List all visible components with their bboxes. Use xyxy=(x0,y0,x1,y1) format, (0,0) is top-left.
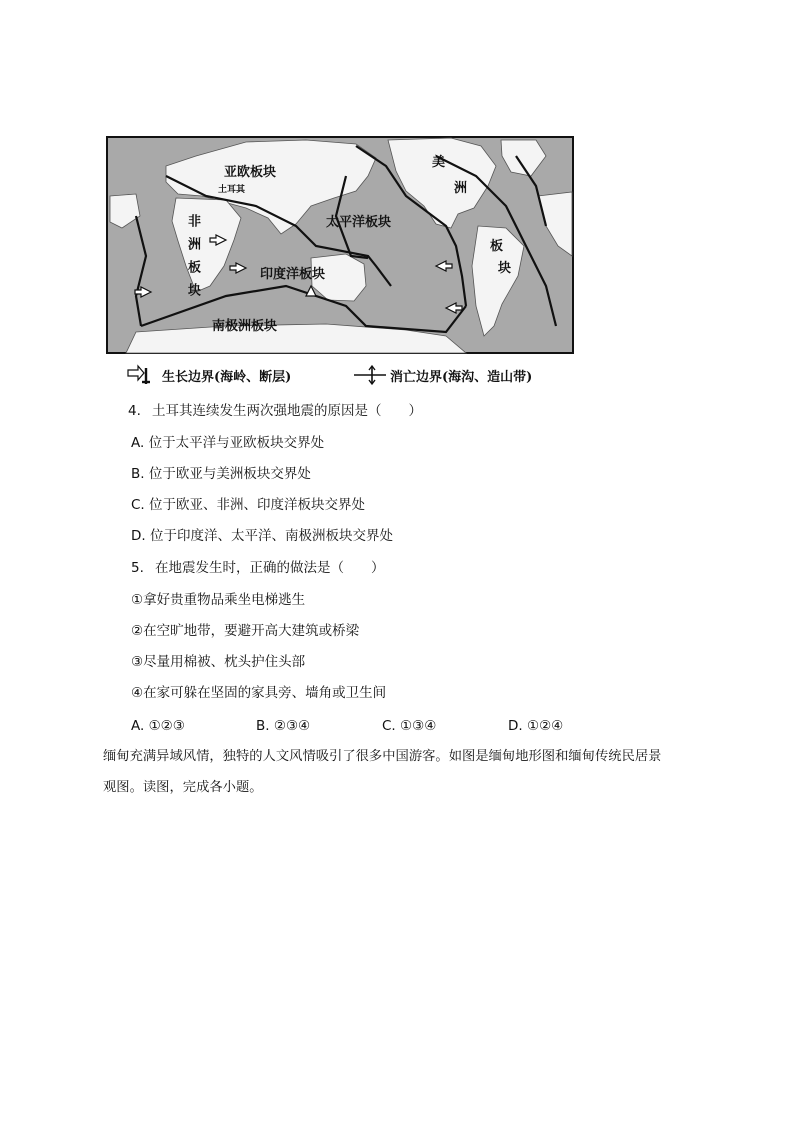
question-4 xyxy=(128,405,422,419)
question-5-number: 5. xyxy=(131,560,144,576)
map-legend xyxy=(124,364,584,386)
q4-option-d: D. 位于印度洋、太平洋、南极洲板块交界处 xyxy=(131,528,393,544)
q4-option-c: C. 位于欧亚、非洲、印度洋板块交界处 xyxy=(131,497,366,513)
q5-statement-2: ②在空旷地带，要避开高大建筑或桥梁 xyxy=(131,623,360,639)
q5-choice-c: C. ①③④ xyxy=(382,718,437,734)
subduction-boundary-icon xyxy=(352,364,390,386)
legend-subduction xyxy=(352,364,532,386)
question-4-number: 4. xyxy=(128,403,141,419)
q5-statement-4: ④在家可躲在坚固的家具旁、墙角或卫生间 xyxy=(131,685,387,701)
passage-line-1: 缅甸充满异域风情，独特的人文风情吸引了很多中国游客。如图是缅甸地形图和缅甸传统民居景 xyxy=(103,749,662,764)
q5-choice-d: D. ①②④ xyxy=(508,718,564,734)
legend-subduction-text: 消亡边界(海沟、造山带) xyxy=(390,369,533,385)
question-4-stem: 土耳其连续发生两次强地震的原因是（ ） xyxy=(152,403,422,419)
legend-growth-text: 生长边界(海岭、断层) xyxy=(162,369,292,385)
plate-map xyxy=(106,136,574,354)
label-turkey: 土耳其 xyxy=(218,185,246,195)
label-america-3: 板 xyxy=(490,239,504,254)
label-eurasian-plate: 亚欧板块 xyxy=(224,165,277,180)
q5-choice-a: A. ①②③ xyxy=(131,718,185,734)
q5-statement-3: ③尽量用棉被、枕头护住头部 xyxy=(131,654,306,670)
growth-boundary-icon xyxy=(124,364,162,386)
passage-line-2: 观图。读图，完成各小题。 xyxy=(103,780,263,795)
legend-growth xyxy=(124,364,291,386)
q5-choice-b: B. ②③④ xyxy=(256,718,311,734)
q5-statement-1: ①拿好贵重物品乘坐电梯逃生 xyxy=(131,592,306,608)
label-antarctic-plate: 南极洲板块 xyxy=(212,319,278,334)
q4-option-b: B. 位于欧亚与美洲板块交界处 xyxy=(131,466,311,482)
label-pacific-plate: 太平洋板块 xyxy=(326,215,392,230)
plate-map-graphic xyxy=(106,136,574,354)
label-america-1: 美 xyxy=(432,155,446,170)
label-america-4: 块 xyxy=(498,261,512,276)
label-indian-plate: 印度洋板块 xyxy=(260,267,326,282)
question-5-stem: 在地震发生时，正确的做法是（ ） xyxy=(155,560,385,576)
label-african-plate: 非洲板块 xyxy=(185,214,200,306)
question-5 xyxy=(131,562,385,576)
q4-option-a: A. 位于太平洋与亚欧板块交界处 xyxy=(131,435,325,451)
label-america-2: 洲 xyxy=(454,181,468,196)
